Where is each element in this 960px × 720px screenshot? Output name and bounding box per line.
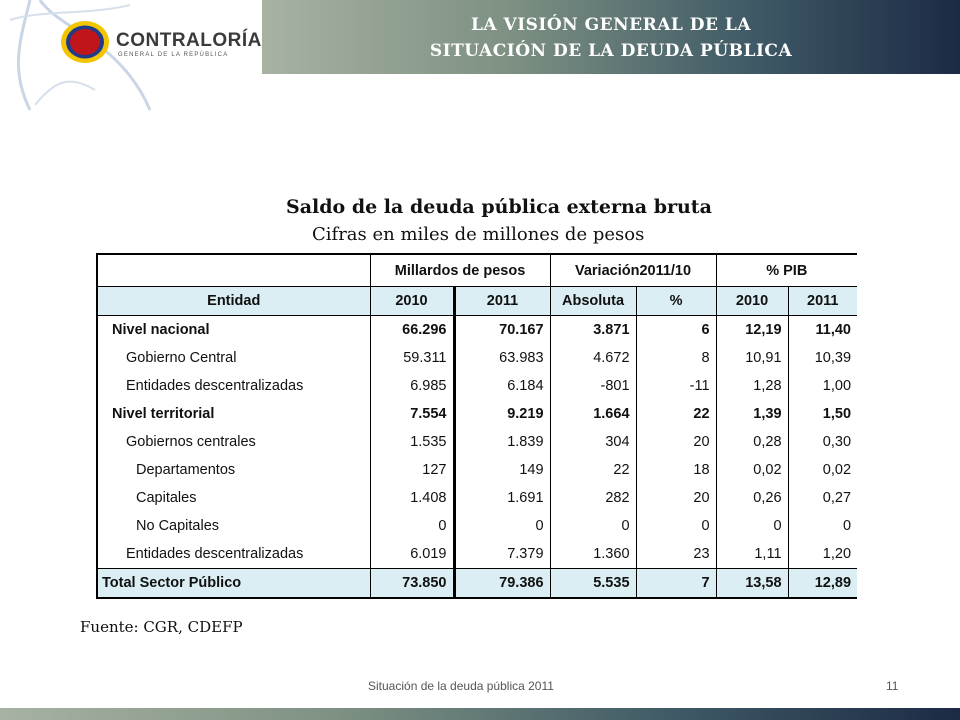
cell: 70.167 <box>454 316 550 345</box>
col-header-absoluta: Absoluta <box>550 287 636 316</box>
cell: 0,02 <box>822 462 852 478</box>
table-row <box>97 484 857 512</box>
row-label: Entidades descentralizadas <box>97 540 370 569</box>
cell: 0,27 <box>822 490 852 506</box>
cell: 0 <box>842 518 852 534</box>
contraloria-logo-icon <box>60 20 110 64</box>
cell: 7.554 <box>370 400 454 428</box>
cell: 63.983 <box>454 344 550 372</box>
table-column-header-row <box>97 287 857 316</box>
row-label: Capitales <box>97 484 370 512</box>
table-subtitle: Cifras en miles de millones de pesos <box>312 224 645 245</box>
source-note: Fuente: CGR, CDEFP <box>80 618 243 636</box>
row-label: No Capitales <box>97 512 370 540</box>
cell: 20 <box>636 484 716 512</box>
table-row <box>97 456 857 484</box>
cell: 12,19 <box>716 316 788 345</box>
cell: 0,26 <box>716 484 788 512</box>
cell: 1,28 <box>716 372 788 400</box>
cell: -11 <box>636 372 716 400</box>
cell: 1,11 <box>716 540 788 569</box>
group-header-empty <box>97 254 370 287</box>
footer-text: Situación de la deuda pública 2011 <box>368 679 554 693</box>
cell: 149 <box>454 456 550 484</box>
table-row <box>97 400 857 428</box>
group-header-pib: % PIB <box>716 254 857 287</box>
logo-subtext: GENERAL DE LA REPÚBLICA <box>118 52 229 58</box>
cell: 0 <box>636 512 716 540</box>
cell: 1.408 <box>370 484 454 512</box>
page-number: 11 <box>886 679 899 693</box>
cell: 127 <box>370 456 454 484</box>
cell: 22 <box>550 456 636 484</box>
cell: 7 <box>636 569 716 599</box>
cell: 6 <box>636 316 716 345</box>
table-row <box>97 428 857 456</box>
cell: 11,40 <box>815 322 852 338</box>
cell: 7.379 <box>454 540 550 569</box>
cell: 5.535 <box>550 569 636 599</box>
logo-wordmark: CONTRALORÍA <box>116 30 262 51</box>
debt-table-container <box>96 253 856 599</box>
cell: 6.184 <box>454 372 550 400</box>
cell: 20 <box>636 428 716 456</box>
slide-header <box>0 0 960 74</box>
cell: 1.664 <box>550 400 636 428</box>
group-header-variacion: Variación2011/10 <box>550 254 716 287</box>
row-label: Nivel nacional <box>97 316 370 345</box>
col-header-pib-2011: 2011 <box>788 287 857 316</box>
footer-bar <box>0 708 960 720</box>
slide-title-line1: LA VISIÓN GENERAL DE LA <box>470 15 752 35</box>
table-total-row <box>97 569 857 599</box>
cell: 73.850 <box>370 569 454 599</box>
cell: 79.386 <box>454 569 550 599</box>
row-label: Gobierno Central <box>97 344 370 372</box>
cell: 1,00 <box>822 378 852 394</box>
table-row <box>97 372 857 400</box>
slide-title <box>262 12 960 64</box>
col-header-entidad: Entidad <box>97 287 370 316</box>
cell: 6.019 <box>370 540 454 569</box>
logo-area <box>0 0 262 74</box>
group-header-millardos: Millardos de pesos <box>370 254 550 287</box>
cell: 0 <box>550 512 636 540</box>
cell: 10,39 <box>814 350 852 366</box>
table-row <box>97 316 857 345</box>
cell: 9.219 <box>454 400 550 428</box>
cell: 8 <box>636 344 716 372</box>
row-label: Gobiernos centrales <box>97 428 370 456</box>
table-row <box>97 512 857 540</box>
cell: 18 <box>636 456 716 484</box>
cell: 0 <box>454 512 550 540</box>
cell: 23 <box>636 540 716 569</box>
cell: 1,50 <box>822 406 852 422</box>
cell: 282 <box>550 484 636 512</box>
row-label: Nivel territorial <box>97 400 370 428</box>
cell: 4.672 <box>550 344 636 372</box>
cell: 0 <box>716 512 788 540</box>
table-row <box>97 344 857 372</box>
cell: 1.360 <box>550 540 636 569</box>
cell: 0,28 <box>716 428 788 456</box>
cell: 1.839 <box>454 428 550 456</box>
cell: 1.691 <box>454 484 550 512</box>
row-label: Departamentos <box>97 456 370 484</box>
debt-table <box>96 253 857 599</box>
cell: 22 <box>636 400 716 428</box>
table-row <box>97 540 857 569</box>
cell: 66.296 <box>370 316 454 345</box>
slide-title-line2: SITUACIÓN DE LA DEUDA PÚBLICA <box>429 41 793 61</box>
cell: 6.985 <box>370 372 454 400</box>
cell: 59.311 <box>370 344 454 372</box>
table-title: Saldo de la deuda pública externa bruta <box>286 196 712 218</box>
total-label: Total Sector Público <box>97 569 370 599</box>
col-header-pib-2010: 2010 <box>716 287 788 316</box>
col-header-2011: 2011 <box>454 287 550 316</box>
col-header-2010: 2010 <box>370 287 454 316</box>
cell: 0,02 <box>716 456 788 484</box>
cell: 0,30 <box>822 434 852 450</box>
title-banner <box>262 0 960 74</box>
cell: 10,91 <box>716 344 788 372</box>
cell: 12,89 <box>788 569 857 599</box>
col-header-percent: % <box>636 287 716 316</box>
cell: -801 <box>550 372 636 400</box>
cell: 13,58 <box>716 569 788 599</box>
table-group-header-row <box>97 254 857 287</box>
cell: 0 <box>370 512 454 540</box>
cell: 3.871 <box>550 316 636 345</box>
cell: 304 <box>550 428 636 456</box>
cell: 1,39 <box>716 400 788 428</box>
row-label: Entidades descentralizadas <box>97 372 370 400</box>
cell: 1,20 <box>822 546 852 562</box>
cell: 1.535 <box>370 428 454 456</box>
